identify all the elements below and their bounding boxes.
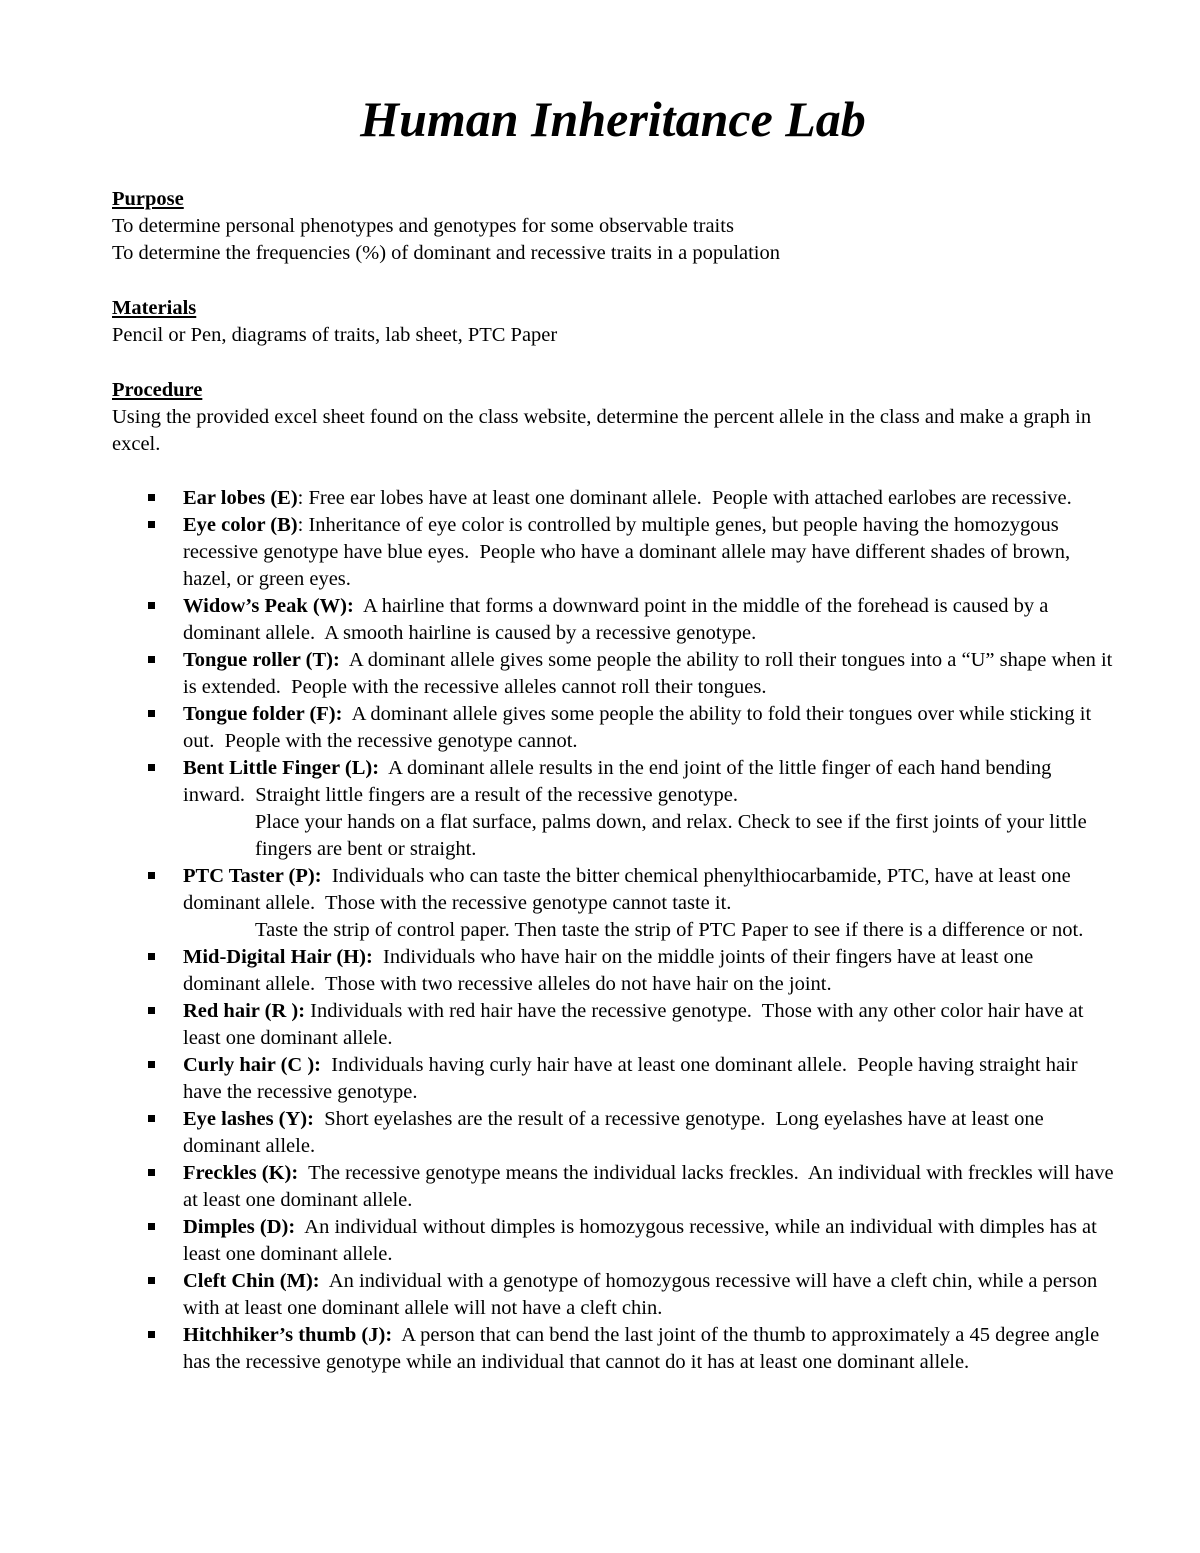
trait-description: Individuals who can taste the bitter chemical phenylthiocarbamide, PTC, have at least one dominant allele. Those with the recessive genotype cannot taste it. xyxy=(183,865,1076,914)
square-bullet-icon xyxy=(148,1277,155,1284)
trait-name: Tongue folder (F): xyxy=(183,703,343,725)
trait-item xyxy=(112,701,1114,755)
trait-item xyxy=(112,1052,1114,1106)
trait-description: A hairline that forms a downward point in the middle of the forehead is caused by a dominant allele. A smooth hairline is caused by a recessive genotype. xyxy=(183,595,1054,644)
trait-item xyxy=(112,647,1118,701)
trait-name: Eye color (B) xyxy=(183,514,298,536)
procedure-heading: Procedure xyxy=(112,379,203,401)
procedure-section xyxy=(112,377,1114,458)
square-bullet-icon xyxy=(148,1115,155,1122)
trait-description: : Inheritance of eye color is controlled by multiple genes, but people having the homozygous recessive genotype have blue eyes. People who have a dominant allele may have different shades of brown, hazel, or green eyes. xyxy=(183,514,1076,590)
trait-instruction: Taste the strip of control paper. Then taste the strip of PTC Paper to see if there is a difference or not. xyxy=(255,919,1084,941)
trait-description: A dominant allele results in the end joint of the little finger of each hand bending inward. Straight little fingers are a result of the recessive genotype. xyxy=(183,757,1057,806)
square-bullet-icon xyxy=(148,602,155,609)
trait-name: PTC Taster (P): xyxy=(183,865,322,887)
square-bullet-icon xyxy=(148,953,155,960)
procedure-text: Using the provided excel sheet found on the class website, determine the percent allele in the class and make a graph in excel. xyxy=(112,406,1092,455)
trait-name: Dimples (D): xyxy=(183,1216,296,1238)
trait-description: An individual without dimples is homozygous recessive, while an individual with dimples has at least one dominant allele. xyxy=(183,1216,1102,1265)
trait-name: Tongue roller (T): xyxy=(183,649,340,671)
trait-name: Eye lashes (Y): xyxy=(183,1108,314,1130)
trait-item xyxy=(112,1322,1114,1376)
purpose-heading: Purpose xyxy=(112,188,184,210)
trait-item xyxy=(112,1268,1114,1322)
trait-description: A dominant allele gives some people the ability to fold their tongues over while sticking it out. People with the recessive genotype cannot. xyxy=(183,703,1097,752)
trait-list xyxy=(112,485,1119,1376)
purpose-line: To determine personal phenotypes and genotypes for some observable traits xyxy=(112,215,734,237)
square-bullet-icon xyxy=(148,1169,155,1176)
trait-description: : Free ear lobes have at least one dominant allele. People with attached earlobes are recessive. xyxy=(297,487,1072,509)
trait-description: Individuals who have hair on the middle joints of their fingers have at least one dominant allele. Those with two recessive alleles do not have hair on the joint. xyxy=(183,946,1039,995)
trait-item xyxy=(112,998,1114,1052)
page-title: Human Inheritance Lab xyxy=(360,91,866,147)
square-bullet-icon xyxy=(148,872,155,879)
trait-name: Red hair (R ): xyxy=(183,1000,306,1022)
trait-item xyxy=(112,755,1114,863)
trait-item xyxy=(112,593,1114,647)
trait-item xyxy=(112,863,1114,944)
purpose-line: To determine the frequencies (%) of dominant and recessive traits in a population xyxy=(112,242,781,264)
square-bullet-icon xyxy=(148,521,155,528)
square-bullet-icon xyxy=(148,1331,155,1338)
trait-name: Curly hair (C ): xyxy=(183,1054,321,1076)
materials-section xyxy=(112,295,1114,349)
trait-name: Hitchhiker’s thumb (J): xyxy=(183,1324,393,1346)
trait-description: An individual with a genotype of homozygous recessive will have a cleft chin, while a person with at least one dominant allele will not have a cleft chin. xyxy=(183,1270,1103,1319)
trait-name: Bent Little Finger (L): xyxy=(183,757,380,779)
trait-description: A dominant allele gives some people the ability to roll their tongues into a “U” shape when it is extended. People with the recessive alleles cannot roll their tongues. xyxy=(183,649,1118,698)
square-bullet-icon xyxy=(148,494,155,501)
square-bullet-icon xyxy=(148,1223,155,1230)
trait-name: Cleft Chin (M): xyxy=(183,1270,320,1292)
trait-name: Freckles (K): xyxy=(183,1162,299,1184)
materials-heading: Materials xyxy=(112,297,197,319)
square-bullet-icon xyxy=(148,1061,155,1068)
trait-name: Widow’s Peak (W): xyxy=(183,595,354,617)
trait-item xyxy=(112,512,1114,593)
square-bullet-icon xyxy=(148,1007,155,1014)
materials-text: Pencil or Pen, diagrams of traits, lab sheet, PTC Paper xyxy=(112,324,558,346)
trait-description: Short eyelashes are the result of a recessive genotype. Long eyelashes have at least one dominant allele. xyxy=(183,1108,1049,1157)
square-bullet-icon xyxy=(148,656,155,663)
trait-item xyxy=(112,1214,1114,1268)
trait-item xyxy=(112,485,1114,512)
purpose-section xyxy=(112,186,1114,267)
trait-description: Individuals with red hair have the recessive genotype. Those with any other color hair have at least one dominant allele. xyxy=(183,1000,1089,1049)
trait-item xyxy=(112,1160,1119,1214)
trait-name: Ear lobes (E) xyxy=(183,487,298,509)
trait-description: A person that can bend the last joint of the thumb to approximately a 45 degree angle has the recessive genotype while an individual that cannot do it has at least one dominant allele. xyxy=(183,1324,1105,1373)
square-bullet-icon xyxy=(148,764,155,771)
trait-description: The recessive genotype means the individual lacks freckles. An individual with freckles will have at least one dominant allele. xyxy=(183,1162,1119,1211)
trait-name: Mid-Digital Hair (H): xyxy=(183,946,373,968)
trait-item xyxy=(112,944,1114,998)
trait-instruction: Place your hands on a flat surface, palms down, and relax. Check to see if the first joints of your little fingers are bent or straight. xyxy=(255,811,1087,860)
trait-item xyxy=(112,1106,1114,1160)
trait-description: Individuals having curly hair have at least one dominant allele. People having straight hair have the recessive genotype. xyxy=(183,1054,1083,1103)
square-bullet-icon xyxy=(148,710,155,717)
